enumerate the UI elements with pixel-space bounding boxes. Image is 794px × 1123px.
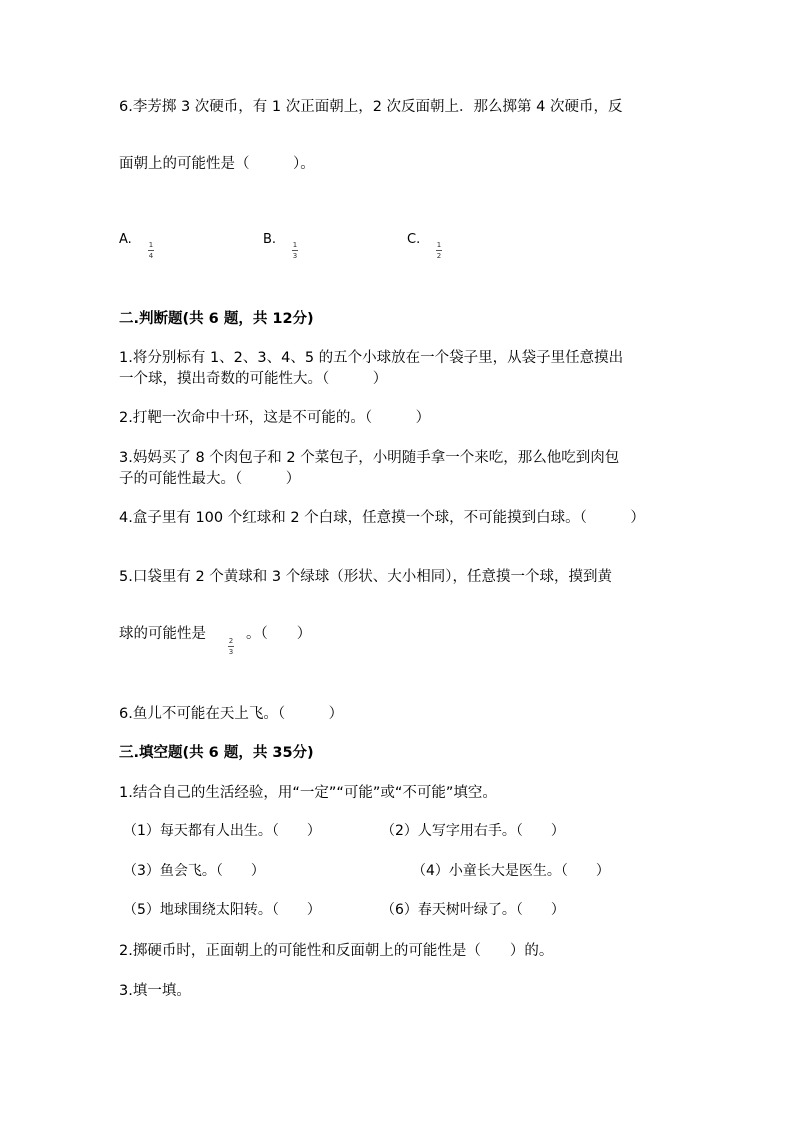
fill-q1-item-1: （1）每天都有人出生。（ ） (123, 823, 321, 839)
section-heading-judge: 二.判断题(共 6 题，共 12分) (119, 311, 314, 327)
fraction-bar (436, 250, 442, 251)
judge-q5-line2-start: 球的可能性是 (119, 626, 206, 642)
fill-q1-item-2: （2）人写字用右手。（ ） (381, 823, 565, 839)
fill-q1: 1.结合自己的生活经验，用“一定”“可能”或“不可能”填空。 (119, 785, 497, 801)
judge-q3-line2: 子的可能性最大。（ ） (119, 471, 301, 487)
option-c-label: C. (407, 232, 421, 247)
fraction-bar (228, 646, 234, 647)
judge-q5-line1: 5.口袋里有 2 个黄球和 3 个绿球（形状、大小相同），任意摸一个球，摸到黄 (119, 569, 612, 585)
fill-q1-item-5: （5）地球围绕太阳转。（ ） (123, 902, 321, 918)
fraction-numerator: 1 (292, 241, 298, 249)
fraction-denominator: 3 (292, 252, 298, 260)
section-heading-fill: 三.填空题(共 6 题，共 35分) (119, 745, 314, 761)
fraction-numerator: 1 (436, 241, 442, 249)
judge-q5-fraction (228, 637, 234, 656)
question-6-text-line2: 面朝上的可能性是（ ）。 (119, 156, 315, 172)
fraction-denominator: 4 (148, 252, 154, 260)
judge-q6: 6.鱼儿不可能在天上飞。（ ） (119, 706, 344, 722)
judge-q1-line1: 1.将分别标有 1、2、3、4、5 的五个小球放在一个袋子里，从袋子里任意摸出 (119, 350, 624, 366)
option-b-fraction (292, 241, 298, 260)
option-c[interactable] (407, 232, 420, 247)
judge-q1-line2: 一个球，摸出奇数的可能性大。（ ） (119, 371, 388, 387)
option-c-fraction (436, 241, 442, 260)
option-b[interactable] (263, 232, 276, 247)
fill-q1-item-3: （3）鱼会飞。（ ） (123, 863, 265, 879)
fraction-denominator: 3 (228, 648, 234, 656)
option-a-label: A. (119, 232, 132, 247)
fraction-bar (292, 250, 298, 251)
fill-q2: 2.掷硬币时，正面朝上的可能性和反面朝上的可能性是（ ）的。 (119, 943, 554, 959)
judge-q2: 2.打靶一次命中十环，这是不可能的。（ ） (119, 410, 431, 426)
option-a-fraction (148, 241, 154, 260)
fraction-numerator: 1 (148, 241, 154, 249)
option-b-label: B. (263, 232, 277, 247)
judge-q3-line1: 3.妈妈买了 8 个肉包子和 2 个菜包子，小明随手拿一个来吃，那么他吃到肉包 (119, 450, 620, 466)
question-6-text-line1: 6.李芳掷 3 次硬币，有 1 次正面朝上，2 次反面朝上．那么掷第 4 次硬币，反 (119, 99, 623, 115)
fill-q1-item-4: （4）小童长大是医生。（ ） (412, 863, 610, 879)
option-a[interactable] (119, 232, 132, 247)
judge-q4: 4.盒子里有 100 个红球和 2 个白球，任意摸一个球，不可能摸到白球。（ ） (119, 510, 645, 526)
judge-q5-line2-end: 。（ ） (246, 626, 312, 642)
fill-q3: 3.填一填。 (119, 983, 191, 999)
fill-q1-item-6: （6）春天树叶绿了。（ ） (381, 902, 565, 918)
fraction-bar (148, 250, 154, 251)
fraction-numerator: 2 (228, 637, 234, 645)
fraction-denominator: 2 (436, 252, 442, 260)
